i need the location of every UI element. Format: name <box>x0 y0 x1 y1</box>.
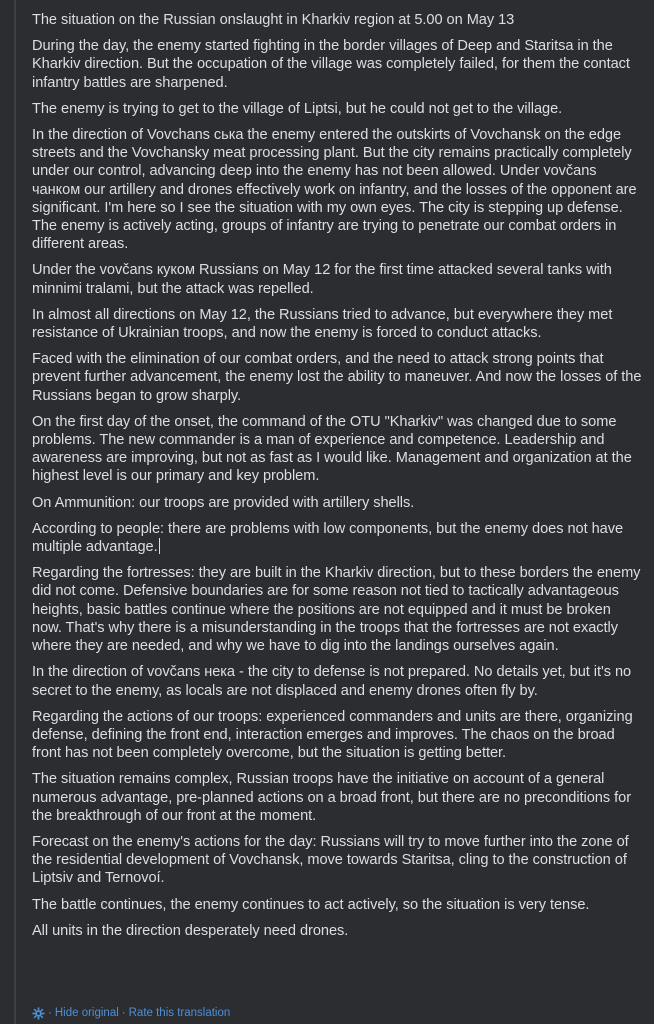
post-paragraph: Forecast on the enemy's actions for the day: Russians will try to move further into the zone of the residential development of Vovchansk, move towards Staritsa, cling to the construction of Liptsiv and Ternovoí. <box>32 833 629 887</box>
gear-icon[interactable] <box>32 1007 45 1020</box>
hide-original-link[interactable]: Hide original <box>54 1007 119 1019</box>
post-paragraph: Regarding the fortresses: they are built in the Kharkiv direction, but to these borders the enemy did not come. Defensive boundaries are for some reason not tied to tactically advantageous heights, basic battles continue where the positions are not equipped and it must be broken now. That's why there is a misunderstanding in the troops that the fortresses are not exactly where they are needed, and why we have to dig into the landings ourselves again. <box>32 565 641 655</box>
post-paragraph: Faced with the elimination of our combat orders, and the need to attack strong points that prevent further advancement, the enemy lost the ability to maneuver. And now the losses of the Russians began to grow sharply. <box>32 351 642 404</box>
rate-translation-link[interactable]: Rate this translation <box>128 1007 231 1019</box>
post-paragraph: The enemy is trying to get to the village of Liptsi, but he could not get to the village. <box>32 100 563 117</box>
text-cursor <box>159 538 160 554</box>
post-paragraph: In the direction of Vovchans ська the enemy entered the outskirts of Vovchansk on the edge streets and the Vovchansky meat processing plant. But the city remains practically completely under our control, advancing deep into the enemy has not been allowed. Under vovčans чанком our artillery and drones effectively work on infantry, and the losses of the opponent are significant. I'm here so I see the situation with my own eyes. The city is stepping up defense. The enemy is actively acting, groups of infantry are trying to penetrate our combat orders in different areas. <box>32 127 637 253</box>
post-paragraph: During the day, the enemy started fighting in the border villages of Deep and Staritsa in the Kharkiv direction. But the occupation of the village was completely failed, for them the contact infantry battles are sharpened. <box>32 38 630 91</box>
post-paragraph: The situation remains complex, Russian troops have the initiative on account of a general numerous advantage, pre-planned actions on a broad front, but there are no preconditions for the breakthrough of our front at the moment. <box>32 771 632 824</box>
post-paragraph: On Ammunition: our troops are provided with artillery shells. <box>32 494 415 511</box>
separator: · <box>121 1007 126 1019</box>
translated-post <box>32 11 642 948</box>
post-paragraph: In almost all directions on May 12, the Russians tried to advance, but everywhere they met resistance of Ukrainian troops, and now the enemy is forced to conduct attacks. <box>32 306 613 342</box>
post-paragraph: Regarding the actions of our troops: experienced commanders and units are there, organizing defense, defining the front end, interaction emerges and improves. The chaos on the broad front has not been completely overcome, but the situation is getting better. <box>32 708 633 762</box>
post-paragraph: Under the vovčans кyком Russians on May 12 for the first time attacked several tanks with minnimi tralami, but the attack was repelled. <box>32 262 612 297</box>
quote-rule <box>14 0 16 1024</box>
post-paragraph: All units in the direction desperately need drones. <box>32 922 349 939</box>
post-paragraph: On the first day of the onset, the command of the OTU "Kharkiv" was changed due to some problems. The new commander is a man of experience and competence. Leadership and awareness are improving, but not as fast as I would like. Management and organization at the highest level is our primary and key problem. <box>32 413 632 485</box>
post-paragraph-text: According to people: there are problems with low components, but the enemy does not have multiple advantage. <box>32 520 624 556</box>
post-paragraph-with-cursor <box>32 520 642 556</box>
post-paragraph: In the direction of vovčans нека - the city to defense is not prepared. No details yet, but it's no secret to the enemy, as locals are not displaced and enemy drones often fly by. <box>32 664 632 699</box>
separator: · <box>48 1007 52 1019</box>
post-title: The situation on the Russian onslaught in Kharkiv region at 5.00 on May 13 <box>32 12 515 28</box>
translation-footer <box>32 1006 230 1020</box>
post-paragraph: The battle continues, the enemy continues to act actively, so the situation is very tense. <box>32 896 590 913</box>
